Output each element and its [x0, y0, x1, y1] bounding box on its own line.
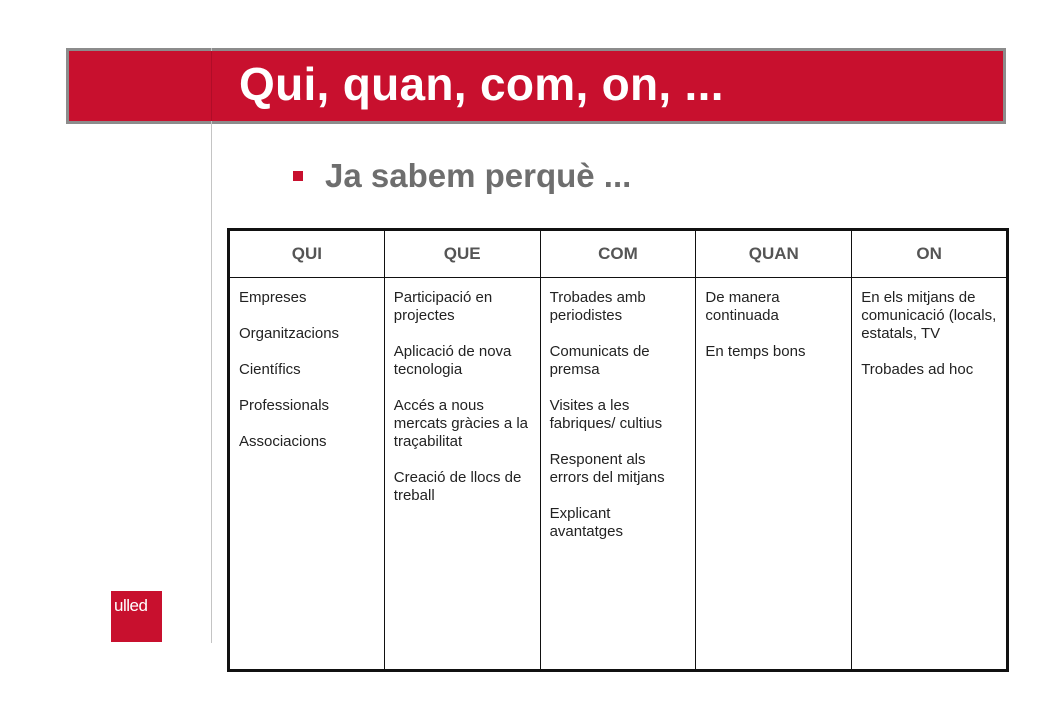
title-bar — [66, 48, 1006, 124]
square-bullet-icon — [293, 171, 303, 181]
header-quan: QUAN — [696, 230, 852, 278]
list-item: En els mitjans de comunicació (locals, estatals, TV — [861, 289, 997, 342]
list-item: Trobades amb periodistes — [549, 289, 646, 324]
who-what-how-table — [227, 228, 1009, 672]
table-row — [229, 278, 1008, 671]
list-item: Aplicació de nova tecnologia — [393, 343, 512, 378]
list-item: Visites a les fabriques/ cultius — [549, 397, 663, 432]
list-item: De manera continuada — [705, 289, 780, 324]
list-item: Professionals — [239, 397, 330, 414]
header-que: QUE — [384, 230, 540, 278]
list-item: Accés a nous mercats gràcies a la traçabilitat — [393, 397, 529, 450]
vertical-divider-title-segment — [211, 51, 212, 121]
list-item: Organitzacions — [239, 325, 340, 342]
table-header-row — [229, 230, 1008, 278]
cell-on — [852, 278, 1008, 671]
cell-com — [540, 278, 696, 671]
list-item: En temps bons — [705, 343, 806, 360]
list-item: Comunicats de premsa — [549, 343, 650, 378]
list-item: Creació de llocs de treball — [393, 469, 522, 504]
header-qui: QUI — [229, 230, 385, 278]
cell-que — [384, 278, 540, 671]
list-item: Participació en projectes — [393, 289, 493, 324]
header-on: ON — [852, 230, 1008, 278]
list-item: Científics — [239, 361, 301, 378]
cell-qui — [229, 278, 385, 671]
logo-text: ulled — [114, 596, 148, 615]
cell-quan — [696, 278, 852, 671]
list-item: Explicant avantatges — [549, 505, 623, 540]
ulled-logo — [111, 591, 162, 642]
list-item: Empreses — [239, 289, 307, 306]
slide-title: Qui, quan, com, on, ... — [239, 58, 724, 110]
bullet-point — [293, 154, 631, 198]
list-item: Responent als errors del mitjans — [549, 451, 665, 486]
list-item: Associacions — [239, 433, 327, 450]
header-com: COM — [540, 230, 696, 278]
bullet-text: Ja sabem perquè ... — [325, 157, 632, 194]
vertical-divider — [211, 48, 212, 643]
list-item: Trobades ad hoc — [861, 361, 974, 378]
